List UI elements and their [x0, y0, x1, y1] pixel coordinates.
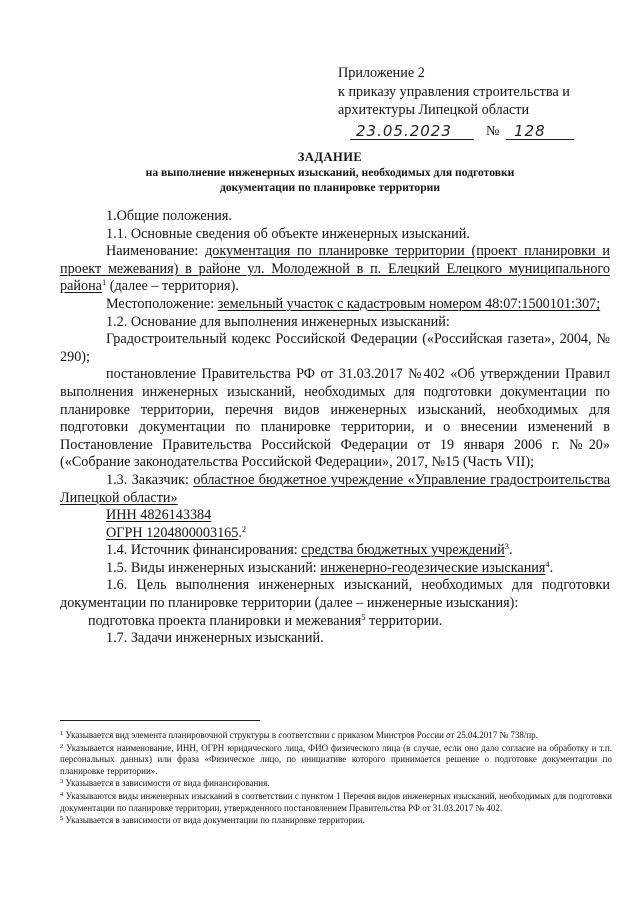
document-title: ЗАДАНИЕ: [297, 150, 363, 164]
section-1-6: 1.6. Цель выполнения инженерных изысканий, необходимых для подготовки документации по планировке территории (далее – инженерные изыскания):: [60, 577, 610, 612]
funding-tail: .: [508, 542, 513, 559]
name-tail: (далее – территория).: [106, 278, 239, 295]
section-1-4: [60, 542, 610, 560]
section-1-3: [60, 472, 610, 507]
goal-tail: территории.: [365, 612, 443, 629]
number-sign: №: [486, 123, 500, 139]
section-1-2: 1.2. Основание для выполнения инженерных изысканий:: [106, 313, 450, 330]
ogrn-value: ОГРН 1204800003165: [106, 524, 239, 541]
footnote-4: [60, 791, 612, 814]
survey-types-label: 1.5. Виды инженерных изысканий:: [106, 559, 321, 576]
section-1-7: 1.7. Задачи инженерных изысканий.: [106, 630, 324, 647]
footnote-text: Указывается вид элемента планировочной структуры в соответствии с приказом Минстроя России от 25.04.2017 № 738/пр.: [63, 730, 538, 740]
survey-types-tail: .: [549, 559, 554, 576]
inn-line: [60, 507, 610, 525]
footnote-number: 1: [60, 730, 64, 737]
appendix-line-1: Приложение 2: [338, 65, 425, 81]
basis-2: постановление Правительства РФ от 31.03.2017 №402 «Об утверждении Правил выполнения инженерных изысканий, необходимых для подготовки документации по планировке территории, перечня видов инженерных изысканий, необходимых для подготовки документации по планировке территории, и о внесении изменений в Постановление Правительства Российской Федерации от 19 января 2006 г. №20» («Собрание законодательства Российской Федерации», 2017, №15 (Часть VII);: [60, 366, 610, 471]
footnote-text: Указывается наименование, ИНН, ОГРН юридического лица, ФИО физического лица (в случае, если оно дало согласие на обработку и т.п. персональных данных) или фраза «Физическое лицо, по инициативе которого принимается решение о подготовке документации по планировке территории».: [60, 742, 612, 776]
footnote-text: Указываются виды инженерных изысканий в соответствии с пунктом 1 Перечня видов инженерных изысканий, необходимых для подготовки документации по планировке территории, утвержденного постановлением Правительства РФ от 31.03.2017 № 402.: [60, 790, 612, 813]
footnote-ref-5: 5: [361, 611, 366, 622]
section-1-1: 1.1. Основные сведения об объекте инженерных изысканий.: [106, 225, 470, 242]
footnote-number: 5: [60, 815, 64, 823]
footnote-number: 4: [60, 790, 64, 798]
order-date-number-row: [338, 120, 618, 142]
footnote-ref-4: 4: [545, 558, 550, 569]
goal-paragraph: [60, 613, 610, 631]
date-underline: [350, 139, 474, 140]
footnote-3: [60, 778, 612, 790]
footnote-separator: [60, 720, 260, 721]
funding-value: средства бюджетных учреждений: [301, 542, 505, 559]
ogrn-tail: .: [238, 524, 242, 541]
appendix-line-3: архитектуры Липецкой области: [338, 102, 530, 118]
appendix-header: [338, 64, 618, 142]
section-1-5: [60, 560, 610, 578]
location-paragraph: [60, 296, 610, 314]
footnote-number: 2: [60, 742, 64, 750]
ogrn-line: [60, 525, 610, 543]
footnotes: [60, 730, 612, 828]
footnote-number: 3: [60, 778, 64, 786]
order-number: 128: [514, 121, 546, 140]
inn-value: ИНН 4826143384: [106, 507, 212, 524]
name-paragraph: [60, 243, 610, 296]
footnote-1: [60, 730, 612, 742]
footnote-ref-3: 3: [504, 541, 509, 552]
appendix-line-2: к приказу управления строительства и: [338, 83, 570, 100]
document-subtitle: [40, 166, 620, 195]
location-value: земельный участок с кадастровым номером 48:07:1500101:307;: [217, 295, 601, 312]
footnote-2: [60, 743, 612, 778]
name-label: Наименование:: [106, 243, 206, 260]
customer-label: 1.3. Заказчик:: [106, 471, 194, 488]
location-label: Местоположение:: [106, 295, 218, 312]
goal-text: подготовка проекта планировки и межевания: [88, 612, 362, 629]
basis-1: Градостроительный кодекс Российской Федерации («Российская газета», 2004, № 290);: [60, 331, 610, 365]
name-value: документация по планировке территории (проект планировки и проект межевания) в районе ул. Молодежной в п. Елецкий Елецкого муниципального района: [60, 243, 610, 295]
section-1-heading: 1.Общие положения.: [106, 208, 232, 224]
footnote-text: Указывается в зависимости от вида финансирования.: [63, 778, 270, 789]
funding-label: 1.4. Источник финансирования:: [106, 542, 302, 559]
number-underline: [506, 139, 574, 140]
customer-value: областное бюджетное учреждение «Управление градостроительства Липецкой области»: [60, 471, 610, 506]
order-date: 23.05.2023: [356, 121, 452, 140]
footnote-ref-1: 1: [101, 277, 107, 288]
subtitle-line-1: на выполнение инженерных изысканий, необходимых для подготовки: [145, 166, 515, 179]
survey-types-value: инженерно-геодезические изыскания: [320, 559, 546, 576]
footnote-text: Указывается в зависимости от вида документации по планировке территории.: [63, 815, 365, 826]
footnote-ref-2: 2: [241, 523, 247, 534]
footnote-5: [60, 815, 612, 827]
subtitle-line-2: документации по планировке территории: [219, 180, 441, 194]
document-body: [60, 208, 610, 648]
